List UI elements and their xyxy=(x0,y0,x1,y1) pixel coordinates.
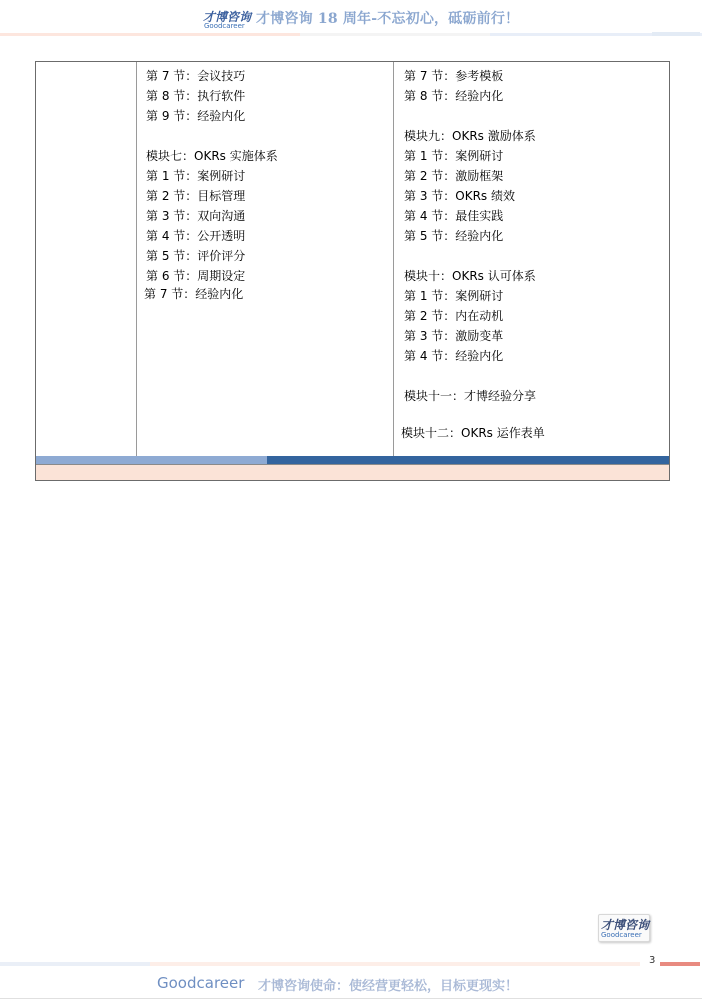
outline-line: 第 2 节：激励框架 xyxy=(404,169,504,183)
blank-line xyxy=(404,246,545,266)
outline-line: 第 2 节：目标管理 xyxy=(146,189,246,203)
course-outline-table xyxy=(35,61,670,481)
outline-line: 第 7 节：参考模板 xyxy=(404,69,504,83)
header-slogan: 才博咨询 18 周年-不忘初心，砥砺前行！ xyxy=(256,11,520,27)
header-decor-line xyxy=(652,32,700,36)
footer-decor-line xyxy=(150,962,640,966)
outline-line: 第 3 节：双向沟通 xyxy=(146,209,246,223)
footer-mission-text: 才博咨询使命：使经营更轻松，目标更现实！ xyxy=(258,979,519,994)
outline-line: 第 6 节：周期设定 xyxy=(146,269,246,283)
outline-line: 第 5 节：经验内化 xyxy=(404,229,504,243)
outline-line: 第 3 节：激励变革 xyxy=(404,329,504,343)
outline-line: 第 2 节：内在动机 xyxy=(404,309,504,323)
middle-column xyxy=(146,66,278,302)
blank-line xyxy=(404,406,545,423)
outline-line: 第 4 节：最佳实践 xyxy=(404,209,504,223)
outline-line: 第 1 节：案例研讨 xyxy=(404,289,504,303)
footer-decor-line xyxy=(0,962,150,966)
table-footer-band xyxy=(36,464,669,480)
header-decor-line xyxy=(300,33,490,36)
blank-line xyxy=(146,126,278,146)
outline-line: 第 5 节：评价评分 xyxy=(146,249,246,263)
outline-line: 第 1 节：案例研讨 xyxy=(146,169,246,183)
company-logo xyxy=(203,8,252,30)
header-decor-line xyxy=(0,33,300,36)
module-heading: 模块七：OKRs 实施体系 xyxy=(146,149,278,163)
table-footer-bar-light xyxy=(36,456,267,464)
right-column xyxy=(401,66,545,443)
page-number: 3 xyxy=(649,955,656,966)
badge-chinese-text: 才博咨询 xyxy=(601,918,650,932)
outline-line: 第 4 节：经验内化 xyxy=(404,349,504,363)
module-heading: 模块十二：OKRs 运作表单 xyxy=(401,426,545,440)
column-divider xyxy=(136,62,137,456)
blank-line xyxy=(404,366,545,386)
page-header xyxy=(0,0,702,40)
outline-line: 第 7 节：经验内化 xyxy=(144,287,244,301)
blank-line xyxy=(404,106,545,126)
outline-line: 第 7 节：会议技巧 xyxy=(146,69,246,83)
logo-english-text: Goodcareer xyxy=(204,22,245,30)
outline-line: 第 9 节：经验内化 xyxy=(146,109,246,123)
footer-brand-logo: Goodcareer xyxy=(157,974,245,992)
footer-rule xyxy=(0,998,702,999)
outline-line: 第 1 节：案例研讨 xyxy=(404,149,504,163)
outline-line: 第 8 节：执行软件 xyxy=(146,89,246,103)
module-heading: 模块十一：才博经验分享 xyxy=(404,389,537,403)
outline-line: 第 3 节：OKRs 绩效 xyxy=(404,189,515,203)
column-divider xyxy=(393,62,394,456)
company-badge-logo xyxy=(598,914,650,942)
outline-line: 第 4 节：公开透明 xyxy=(146,229,246,243)
footer-decor-line xyxy=(660,962,700,966)
module-heading: 模块十：OKRs 认可体系 xyxy=(404,269,536,283)
logo-chinese-text: 才博咨询 xyxy=(203,10,252,24)
table-footer-bar-dark xyxy=(267,456,669,464)
module-heading: 模块九：OKRs 激励体系 xyxy=(404,129,536,143)
badge-english-text: Goodcareer xyxy=(601,931,642,939)
outline-line: 第 8 节：经验内化 xyxy=(404,89,504,103)
